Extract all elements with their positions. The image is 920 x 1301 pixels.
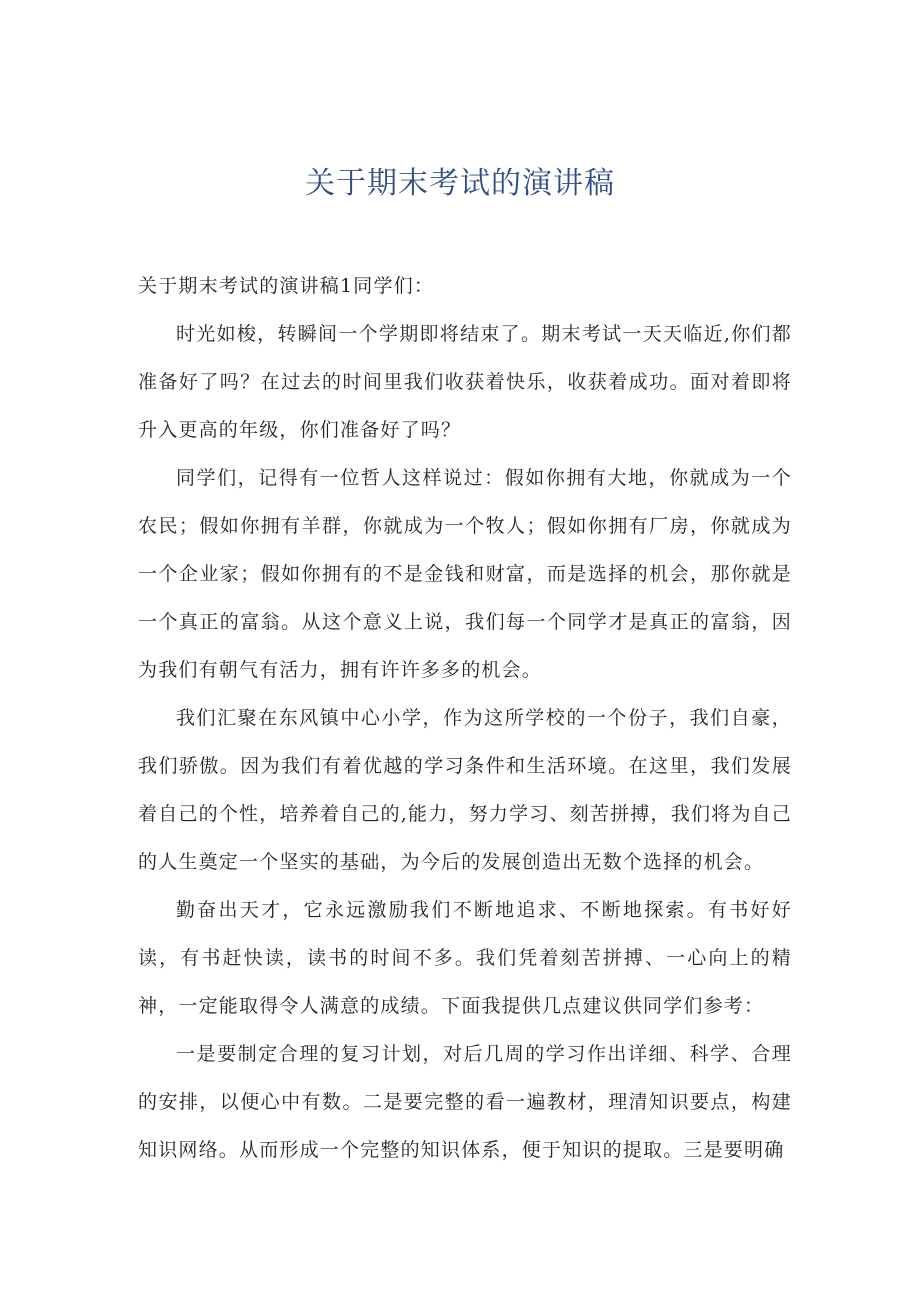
paragraph-2: 同学们，记得有一位哲人这样说过：假如你拥有大地，你就成为一个农民；假如你拥有羊群，你就成为一个牧人；假如你拥有厂房，你就成为一个企业家；假如你拥有的不是金钱和财富，而是选择的机会，那你就是一个真正的富翁。从这个意义上说，我们每一个同学才是真正的富翁，因为我们有朝气有活力，拥有许许多多的机会。	[138, 467, 792, 681]
paragraph-3: 我们汇聚在东风镇中心小学，作为这所学校的一个份子，我们自豪，我们骄傲。因为我们有着优越的学习条件和生活环境。在这里，我们发展着自己的个性，培养着自己的,能力，努力学习、刻苦拼搏，我们将为自己的人生奠定一个坚实的基础，为今后的发展创造出无数个选择的机会。	[138, 707, 792, 873]
paragraph-4: 勤奋出天才，它永远激励我们不断地追求、不断地探索。有书好好读，有书赶快读，读书的时间不多。我们凭着刻苦拼搏、一心向上的精神，一定能取得令人满意的成绩。下面我提供几点建议供同学们参考：	[138, 899, 792, 1017]
document-title: 关于期末考试的演讲稿	[305, 166, 615, 201]
document-body	[138, 262, 792, 1174]
paragraph-salutation: 关于期末考试的演讲稿1同学们：	[138, 275, 435, 297]
paragraph-5: 一是要制定合理的复习计划，对后几周的学习作出详细、科学、合理的安排，以便心中有数。二是要完整的看一遍教材，理清知识要点，构建知识网络。从而形成一个完整的知识体系，便于知识的提取。三是要明确	[138, 1043, 792, 1161]
paragraph-1: 时光如梭，转瞬间一个学期即将结束了。期末考试一天天临近,你们都准备好了吗？在过去的时间里我们收获着快乐，收获着成功。面对着即将升入更高的年级，你们准备好了吗？	[138, 323, 792, 441]
